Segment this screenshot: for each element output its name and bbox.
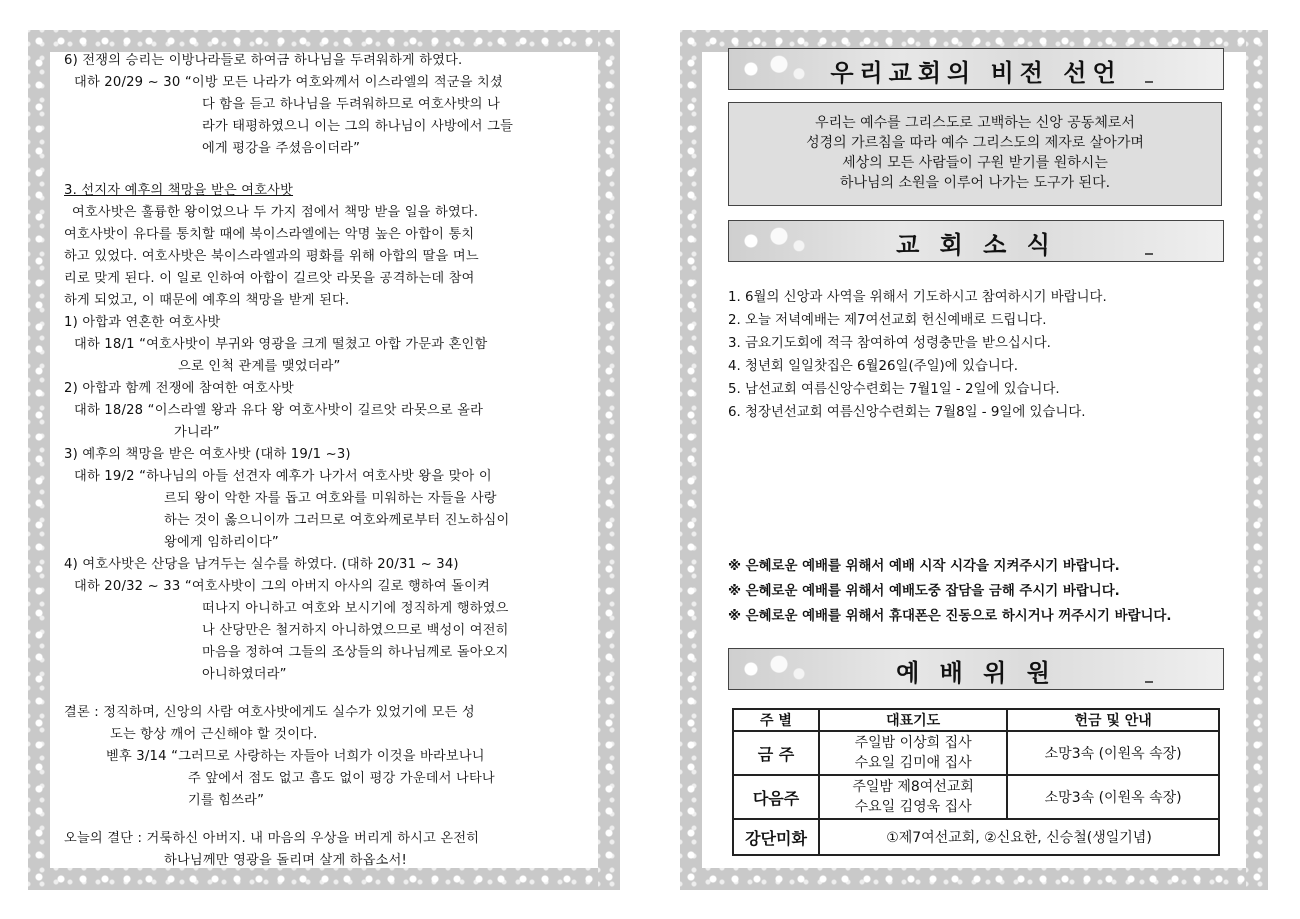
prayer-line: 주일밤 이상희 집사	[854, 735, 972, 751]
header-offering: 헌금 및 안내	[1007, 709, 1219, 731]
text-line: 르되 왕이 악한 자를 돕고 여호와를 미워하는 자들을 사랑	[164, 491, 497, 506]
text-line: 도는 항상 깨어 근신해야 할 것이다.	[110, 727, 318, 742]
text-line: 대하 20/29 ~ 30 “이방 모든 나라가 여호와께서 이스라엘의 적군을 치셨	[74, 75, 503, 90]
table-header-row	[733, 709, 1219, 731]
prayer-line: 수요일 김영욱 집사	[854, 799, 972, 815]
text-line: 4) 여호사밧은 산당을 남겨두는 실수를 하였다. (대하 20/31 ~ 34)	[64, 557, 459, 572]
altar-flower-cell: ①제7여선교회, ②신요한, 신승철(생일기념)	[819, 819, 1219, 855]
prayer-line: 수요일 김미애 집사	[854, 755, 972, 771]
vision-line: 성경의 가르침을 따라 예수 그리스도의 제자로 살아가며	[806, 135, 1144, 151]
text-line: 라가 태평하였으니 이는 그의 하나님이 사방에서 그들	[202, 119, 514, 134]
text-line: 하게 되었고, 이 때문에 예후의 책망을 받게 된다.	[64, 293, 350, 308]
row-label: 다음주	[733, 775, 819, 819]
news-item: 5. 남선교회 여름신앙수련회는 7월1일 - 2일에 있습니다.	[728, 382, 1060, 397]
news-item: 4. 청년회 일일찻집은 6월26일(주일)에 있습니다.	[728, 359, 1018, 374]
notice-item: ※ 은혜로운 예배를 위해서 예배 시작 시각을 지켜주시기 바랍니다.	[728, 559, 1120, 574]
news-banner	[728, 220, 1224, 262]
flower-border-left	[680, 30, 702, 890]
notice-item: ※ 은혜로운 예배를 위해서 휴대폰은 진동으로 하시거나 꺼주시기 바랍니다.	[728, 609, 1172, 624]
worship-committee-table	[732, 708, 1220, 856]
section-heading: 3. 선지자 예후의 책망을 받은 여호사밧	[64, 183, 294, 198]
prayer-cell	[819, 731, 1007, 775]
text-line: 떠나지 아니하고 여호와 보시기에 정직하게 행하였으	[202, 601, 509, 616]
news-item: 6. 청장년선교회 여름신앙수련회는 7월8일 - 9일에 있습니다.	[728, 405, 1086, 420]
flower-border-left	[28, 30, 50, 890]
row-label: 강단미화	[733, 819, 819, 855]
flower-border-top	[28, 30, 620, 52]
text-line: 하는 것이 옳으니이까 그러므로 여호와께로부터 진노하심이	[164, 513, 510, 528]
text-line: 대하 18/28 “이스라엘 왕과 유다 왕 여호사밧이 길르앗 라못으로 올라	[74, 403, 484, 418]
vision-title: 우리교회의 비전 선언	[830, 59, 1122, 87]
text-line: 가니라”	[174, 425, 220, 440]
text-line: 여호사밧은 훌륭한 왕이었으나 두 가지 점에서 책망 받을 일을 하였다.	[72, 205, 479, 220]
text-line: 6) 전쟁의 승리는 이방나라들로 하여금 하나님을 두려워하게 하였다.	[64, 53, 463, 68]
text-line: 대하 20/32 ~ 33 “여호사밧이 그의 아버지 아사의 길로 행하여 돌이켜	[74, 579, 490, 594]
text-line: 나 산당만은 철거하지 아니하였으므로 백성이 여전히	[202, 623, 509, 638]
offering-cell: 소망3속 (이원옥 속장)	[1007, 775, 1219, 819]
text-line: 대하 19/2 “하나님의 아들 선견자 예후가 나가서 여호사밧 왕을 맞아 이	[74, 469, 492, 484]
header-prayer: 대표기도	[819, 709, 1007, 731]
text-line: 대하 18/1 “여호사밧이 부귀와 영광을 크게 떨쳤고 아합 가문과 혼인함	[74, 337, 488, 352]
vision-statement-box	[728, 102, 1222, 206]
news-item: 1. 6월의 신앙과 사역을 위해서 기도하시고 참여하시기 바랍니다.	[728, 290, 1107, 305]
worship-title: 예 배 위 원	[896, 659, 1056, 687]
banner-dash	[1145, 681, 1153, 683]
table-row	[733, 775, 1219, 819]
worship-banner	[728, 648, 1224, 690]
notice-item: ※ 은혜로운 예배를 위해서 예배도중 잡담을 금해 주시기 바랍니다.	[728, 584, 1120, 599]
text-line: 1) 아합과 연혼한 여호사밧	[64, 315, 221, 330]
vision-banner	[728, 48, 1224, 90]
banner-dash	[1145, 253, 1153, 255]
right-page	[680, 30, 1268, 890]
text-line: 기를 힘쓰라”	[188, 793, 265, 808]
flower-border-right	[598, 30, 620, 890]
text-line: 3) 예후의 책망을 받은 여호사밧 (대하 19/1 ~3)	[64, 447, 351, 462]
text-line: 여호사밧이 유다를 통치할 때에 북이스라엘에는 악명 높은 아합이 통치	[64, 227, 475, 242]
text-line: 주 앞에서 점도 없고 흠도 없이 평강 가운데서 나타나	[188, 771, 495, 786]
row-label: 금 주	[733, 731, 819, 775]
header-week: 주 별	[733, 709, 819, 731]
text-line: 왕에게 임하리이다”	[164, 535, 279, 550]
offering-cell: 소망3속 (이원옥 속장)	[1007, 731, 1219, 775]
vision-line: 우리는 예수를 그리스도로 고백하는 신앙 공동체로서	[815, 115, 1135, 131]
vision-line: 하나님의 소원을 이루어 나가는 도구가 된다.	[839, 175, 1111, 191]
text-line: 리로 맞게 된다. 이 일로 인하여 아합이 길르앗 라못을 공격하는데 참여	[64, 271, 475, 286]
text-line: 벧후 3/14 “그러므로 사랑하는 자들아 너희가 이것을 바라보나니	[106, 749, 485, 764]
text-line: 마음을 정하여 그들의 조상들의 하나님께로 돌아오지	[202, 645, 509, 660]
todays-decision: 오늘의 결단 : 거룩하신 아버지. 내 마음의 우상을 버리게 하시고 온전히	[64, 831, 480, 846]
flower-border-bottom	[680, 868, 1268, 890]
news-title: 교 회 소 식	[896, 231, 1056, 259]
text-line: 하고 있었다. 여호사밧은 북이스라엘과의 평화를 위해 아합의 딸을 며느	[64, 249, 479, 264]
vision-line: 세상의 모든 사람들이 구원 받기를 원하시는	[842, 155, 1108, 171]
flower-border-right	[1246, 30, 1268, 890]
text-line: 하나님께만 영광을 돌리며 살게 하옵소서!	[164, 853, 408, 868]
text-line: 으로 인척 관계를 맺었더라”	[178, 359, 341, 374]
text-line: 에게 평강을 주셨음이더라”	[202, 141, 361, 156]
table-row	[733, 819, 1219, 855]
banner-dash	[1145, 81, 1153, 83]
text-line: 아니하였더라”	[202, 667, 287, 682]
text-line: 다 함을 듣고 하나님을 두려워하므로 여호사밧의 나	[202, 97, 501, 112]
news-item: 3. 금요기도회에 적극 참여하여 성령충만을 받으십시다.	[728, 336, 1051, 351]
prayer-cell	[819, 775, 1007, 819]
text-line: 2) 아합과 함께 전쟁에 참여한 여호사밧	[64, 381, 294, 396]
conclusion: 결론 : 정직하며, 신앙의 사람 여호사밧에게도 실수가 있었기에 모든 성	[64, 705, 475, 720]
table-row	[733, 731, 1219, 775]
prayer-line: 주일밤 제8여선교회	[852, 779, 974, 795]
left-page	[28, 30, 620, 890]
news-item: 2. 오늘 저녁예배는 제7여선교회 헌신예배로 드립니다.	[728, 313, 1047, 328]
